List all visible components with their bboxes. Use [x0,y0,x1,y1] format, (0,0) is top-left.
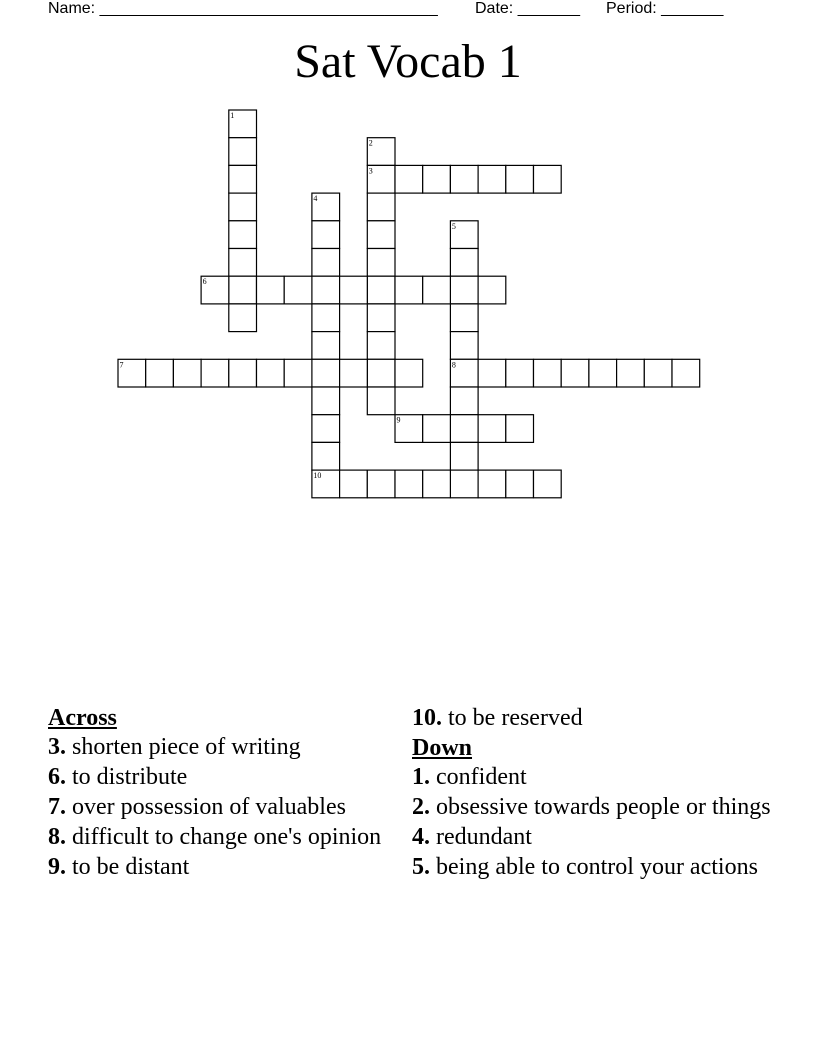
grid-cell[interactable] [367,470,395,498]
name-field-label: Name: ______________________________________ [48,0,438,17]
grid-cell[interactable] [367,165,395,193]
grid-cell[interactable] [367,387,395,415]
grid-cell[interactable] [312,221,340,249]
grid-cell[interactable] [312,470,340,498]
clue-number-label: 3 [368,166,373,176]
grid-cell[interactable] [312,276,340,304]
clue-text: confident [430,764,527,790]
grid-cell[interactable] [450,332,478,360]
grid-cell[interactable] [367,359,395,387]
grid-cell[interactable] [561,359,589,387]
grid-cell[interactable] [589,359,617,387]
grid-cell[interactable] [257,359,285,387]
clue-number: 5. [412,854,430,880]
grid-cell[interactable] [118,359,146,387]
grid-cell[interactable] [423,470,451,498]
clue-number: 3. [48,734,66,760]
grid-cell[interactable] [312,415,340,443]
clue-down [412,793,772,822]
grid-cell[interactable] [450,304,478,332]
grid-cell[interactable] [312,249,340,277]
clue-across [48,853,388,882]
grid-cell[interactable] [534,359,562,387]
across-heading: Across [48,705,117,731]
clue-down [412,823,772,852]
grid-cell[interactable] [229,249,257,277]
grid-cell[interactable] [506,165,534,193]
grid-cell[interactable] [229,165,257,193]
clue-number: 8. [48,824,66,850]
period-field-label: Period: _______ [606,0,724,17]
clue-text: redundant [430,824,532,850]
grid-cell[interactable] [423,415,451,443]
grid-cell[interactable] [312,387,340,415]
grid-cell[interactable] [450,276,478,304]
clue-number: 1. [412,764,430,790]
grid-cell[interactable] [367,276,395,304]
grid-cell[interactable] [312,193,340,221]
grid-cell[interactable] [229,304,257,332]
grid-cell[interactable] [450,387,478,415]
grid-cell[interactable] [340,276,368,304]
grid-cell[interactable] [367,249,395,277]
grid-cell[interactable] [367,138,395,166]
grid-cell[interactable] [367,193,395,221]
clue-across [48,823,388,852]
clue-number: 4. [412,824,430,850]
grid-cell[interactable] [534,470,562,498]
page-title: Sat Vocab 1 [294,35,522,88]
clue-across [48,793,388,822]
grid-cell[interactable] [229,276,257,304]
grid-cell[interactable] [201,276,229,304]
grid-cell[interactable] [340,470,368,498]
grid-cell[interactable] [395,276,423,304]
down-heading: Down [412,735,473,761]
grid-cell[interactable] [284,359,312,387]
grid-cell[interactable] [367,332,395,360]
clue-number: 9. [48,854,66,880]
grid-cell[interactable] [450,470,478,498]
grid-cell[interactable] [478,415,506,443]
clue-number-label: 9 [396,415,401,425]
grid-cell[interactable] [506,359,534,387]
grid-cell[interactable] [423,276,451,304]
grid-cell[interactable] [395,470,423,498]
clue-number-label: 2 [368,138,373,148]
grid-cell[interactable] [450,415,478,443]
grid-cell[interactable] [450,249,478,277]
clue-text: to be distant [66,854,190,880]
clue-across [48,733,388,762]
clue-number-label: 8 [451,360,456,370]
grid-cell[interactable] [506,415,534,443]
clue-down [412,853,772,882]
grid-cell[interactable] [450,165,478,193]
grid-cell[interactable] [423,165,451,193]
clue-number: 10. [412,705,442,731]
grid-cell[interactable] [367,304,395,332]
clue-text: shorten piece of writing [66,734,301,760]
grid-cell[interactable] [395,415,423,443]
clue-text: difficult to change one's opinion [66,824,382,850]
grid-cell[interactable] [395,165,423,193]
clue-across [48,763,388,792]
grid-cell[interactable] [340,359,368,387]
grid-cell[interactable] [312,304,340,332]
clue-number-label: 10 [313,471,322,481]
grid-cell[interactable] [450,221,478,249]
clue-text: being able to control your actions [430,854,758,880]
grid-cell[interactable] [478,276,506,304]
grid-cell[interactable] [312,332,340,360]
grid-cell[interactable] [672,359,700,387]
clue-number-label: 4 [313,194,318,204]
clue-number: 6. [48,764,66,790]
clue-text: obsessive towards people or things [430,794,771,820]
grid-cell[interactable] [395,359,423,387]
clue-across [412,704,772,733]
clue-number-label: 7 [119,360,124,370]
grid-cell[interactable] [506,470,534,498]
clues-left-column [48,704,388,883]
clue-text: to be reserved [442,705,583,731]
clue-down [412,763,772,792]
clue-number-label: 5 [451,221,456,231]
grid-cell[interactable] [229,359,257,387]
clue-number: 7. [48,794,66,820]
grid-cell[interactable] [312,442,340,470]
clue-text: over possession of valuables [66,794,346,820]
grid-cell[interactable] [229,221,257,249]
grid-cell[interactable] [617,359,645,387]
grid-cell[interactable] [229,110,257,138]
grid-cell[interactable] [229,193,257,221]
grid-cell[interactable] [478,470,506,498]
clue-number: 2. [412,794,430,820]
grid-cell[interactable] [450,442,478,470]
clue-number-label: 6 [202,277,207,287]
grid-cell[interactable] [173,359,201,387]
grid-cell[interactable] [478,359,506,387]
grid-cell[interactable] [312,359,340,387]
clue-text: to distribute [66,764,188,790]
clue-number-label: 1 [230,111,235,120]
grid-cell[interactable] [284,276,312,304]
grid-cell[interactable] [450,359,478,387]
grid-cell[interactable] [229,138,257,166]
grid-cell[interactable] [644,359,672,387]
clues-right-column [412,704,772,883]
date-field-label: Date: _______ [475,0,580,17]
grid-cell[interactable] [146,359,174,387]
grid-cell[interactable] [367,221,395,249]
grid-cell[interactable] [478,165,506,193]
grid-cell[interactable] [201,359,229,387]
grid-cell[interactable] [534,165,562,193]
worksheet-header [48,0,768,20]
grid-cell[interactable] [257,276,285,304]
